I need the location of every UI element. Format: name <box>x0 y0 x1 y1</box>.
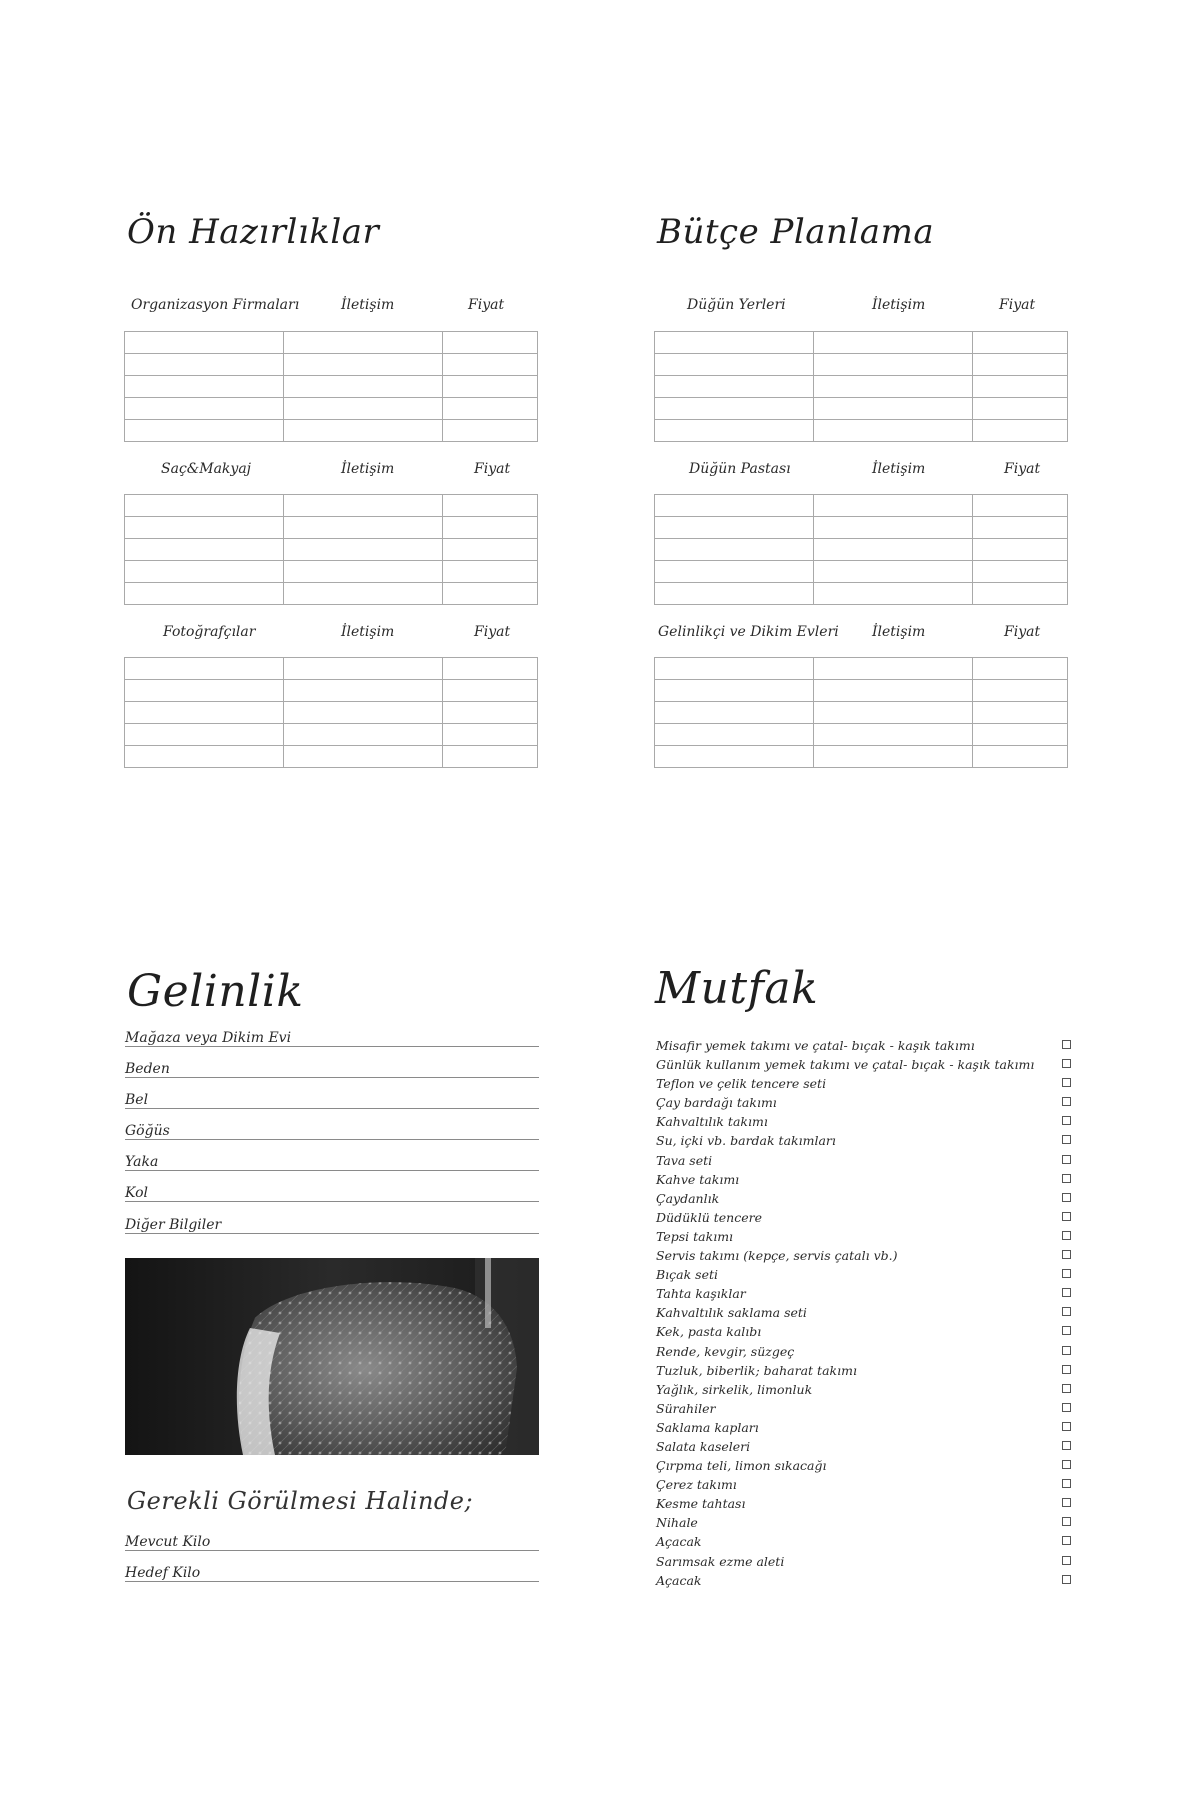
table-header-dugun-pastasi: Düğün Pastası <box>689 461 791 477</box>
table-cell[interactable] <box>125 376 284 398</box>
checklist-item-label: Çerez takımı <box>656 1477 737 1493</box>
table-cell[interactable] <box>655 680 814 702</box>
table-header-organizasyon: Organizasyon Firmaları <box>131 297 300 313</box>
table-cell[interactable] <box>973 583 1068 605</box>
table-cell[interactable] <box>284 680 443 702</box>
checklist-item-label: Açacak <box>656 1572 702 1588</box>
table-row <box>655 517 1068 539</box>
table-row <box>655 495 1068 517</box>
table-cell[interactable] <box>655 539 814 561</box>
table-cell[interactable] <box>284 724 443 746</box>
table-cell[interactable] <box>125 724 284 746</box>
table-row <box>125 658 538 680</box>
table-header-gelinlikci: Gelinlikçi ve Dikim Evleri <box>658 624 839 640</box>
table-row <box>125 354 538 376</box>
checkbox[interactable] <box>1062 1059 1071 1068</box>
field-gogus[interactable] <box>125 1113 539 1140</box>
checklist-item-label: Sarımsak ezme aleti <box>656 1553 785 1569</box>
table-header-fiyat: Fiyat <box>1004 461 1041 477</box>
table-cell[interactable] <box>814 517 973 539</box>
table-cell[interactable] <box>655 583 814 605</box>
table-cell[interactable] <box>973 376 1068 398</box>
table-cell[interactable] <box>125 517 284 539</box>
field-label: Göğüs <box>125 1123 170 1139</box>
field-label: Kol <box>125 1185 148 1201</box>
table-row <box>125 724 538 746</box>
vendor-table-dugun-pastasi[interactable] <box>654 494 1068 605</box>
checkbox[interactable] <box>1062 1498 1071 1507</box>
table-cell[interactable] <box>655 332 814 354</box>
table-row <box>125 517 538 539</box>
checklist-item <box>656 1303 1071 1322</box>
table-row <box>655 398 1068 420</box>
table-cell[interactable] <box>443 702 538 724</box>
table-row <box>125 702 538 724</box>
field-label: Beden <box>125 1061 170 1077</box>
table-cell[interactable] <box>125 420 284 442</box>
subtitle-gerekli: Gerekli Görülmesi Halinde; <box>127 1487 474 1515</box>
table-cell[interactable] <box>973 539 1068 561</box>
table-cell[interactable] <box>443 332 538 354</box>
checklist-item-label: Çay bardağı takımı <box>656 1095 777 1111</box>
table-cell[interactable] <box>125 398 284 420</box>
checkbox[interactable] <box>1062 1326 1071 1335</box>
field-label: Bel <box>125 1092 149 1108</box>
checklist-item-label: Tuzluk, biberlik; baharat takımı <box>656 1362 857 1378</box>
kitchen-checklist <box>656 1036 1071 1590</box>
vendor-table-dugun-yerleri[interactable] <box>654 331 1068 442</box>
table-row <box>655 680 1068 702</box>
table-cell[interactable] <box>814 680 973 702</box>
table-header-fiyat: Fiyat <box>474 624 511 640</box>
table-cell[interactable] <box>814 354 973 376</box>
checkbox[interactable] <box>1062 1135 1071 1144</box>
checklist-item <box>656 1074 1071 1093</box>
checkbox[interactable] <box>1062 1517 1071 1526</box>
table-cell[interactable] <box>655 376 814 398</box>
checklist-item <box>656 1189 1071 1208</box>
table-cell[interactable] <box>973 354 1068 376</box>
table-header-fiyat: Fiyat <box>999 297 1036 313</box>
checkbox[interactable] <box>1062 1040 1071 1049</box>
table-cell[interactable] <box>284 354 443 376</box>
checklist-item-label: Tahta kaşıklar <box>656 1286 746 1302</box>
table-header-fiyat: Fiyat <box>468 297 505 313</box>
checklist-item-label: Düdüklü tencere <box>656 1209 762 1225</box>
table-cell[interactable] <box>814 658 973 680</box>
table-row <box>125 746 538 768</box>
checklist-item-label: Sürahiler <box>656 1400 716 1416</box>
table-row <box>125 420 538 442</box>
checklist-item-label: Tava seti <box>656 1152 713 1168</box>
field-label: Diğer Bilgiler <box>125 1217 222 1233</box>
table-cell[interactable] <box>973 517 1068 539</box>
table-cell[interactable] <box>814 724 973 746</box>
checklist-item-label: Bıçak seti <box>656 1267 719 1283</box>
checklist-item-label: Açacak <box>656 1534 702 1550</box>
checkbox[interactable] <box>1062 1212 1071 1221</box>
table-row <box>655 539 1068 561</box>
table-cell[interactable] <box>443 583 538 605</box>
table-cell[interactable] <box>125 746 284 768</box>
field-label: Mevcut Kilo <box>125 1534 211 1550</box>
checklist-item <box>656 1112 1071 1131</box>
table-cell[interactable] <box>655 420 814 442</box>
table-cell[interactable] <box>284 658 443 680</box>
checklist-item-label: Çırpma teli, limon sıkacağı <box>656 1458 827 1474</box>
table-cell[interactable] <box>973 495 1068 517</box>
table-cell[interactable] <box>655 354 814 376</box>
table-cell[interactable] <box>814 746 973 768</box>
table-cell[interactable] <box>814 420 973 442</box>
checklist-item <box>656 1552 1071 1571</box>
section-title-butce-planlama: Bütçe Planlama <box>657 212 935 252</box>
section-title-on-hazirliklar: Ön Hazırlıklar <box>127 212 380 252</box>
checkbox[interactable] <box>1062 1422 1071 1431</box>
table-cell[interactable] <box>443 658 538 680</box>
checkbox[interactable] <box>1062 1479 1071 1488</box>
table-cell[interactable] <box>814 583 973 605</box>
field-magaza[interactable] <box>125 1020 539 1047</box>
table-row <box>125 539 538 561</box>
table-cell[interactable] <box>125 583 284 605</box>
table-row <box>655 658 1068 680</box>
table-cell[interactable] <box>125 680 284 702</box>
table-cell[interactable] <box>443 398 538 420</box>
table-cell[interactable] <box>125 332 284 354</box>
field-bel[interactable] <box>125 1082 539 1109</box>
table-cell[interactable] <box>655 702 814 724</box>
checklist-item-label: Teflon ve çelik tencere seti <box>656 1076 827 1092</box>
checklist-item <box>656 1055 1071 1074</box>
checklist-item <box>656 1170 1071 1189</box>
table-row <box>655 746 1068 768</box>
table-cell[interactable] <box>284 539 443 561</box>
checklist-item <box>656 1284 1071 1303</box>
table-cell[interactable] <box>125 354 284 376</box>
table-cell[interactable] <box>125 539 284 561</box>
vendor-table-sac-makyaj[interactable] <box>124 494 538 605</box>
section-title-gelinlik: Gelinlik <box>127 966 304 1017</box>
checklist-item <box>656 1208 1071 1227</box>
field-label: Yaka <box>125 1154 159 1170</box>
checkbox[interactable] <box>1062 1097 1071 1106</box>
checkbox[interactable] <box>1062 1116 1071 1125</box>
checklist-item-label: Su, içki vb. bardak takımları <box>656 1133 836 1149</box>
table-row <box>655 724 1068 746</box>
table-cell[interactable] <box>973 420 1068 442</box>
table-cell[interactable] <box>125 702 284 724</box>
checklist-item-label: Saklama kapları <box>656 1419 759 1435</box>
checklist-item-label: Yağlık, sirkelik, limonluk <box>656 1381 813 1397</box>
table-row <box>655 420 1068 442</box>
table-row <box>655 376 1068 398</box>
table-cell[interactable] <box>284 561 443 583</box>
table-cell[interactable] <box>973 332 1068 354</box>
table-header-fiyat: Fiyat <box>474 461 511 477</box>
table-header-iletisim: İletişim <box>872 297 926 313</box>
checklist-item-label: Günlük kullanım yemek takımı ve çatal- bıçak - kaşık takımı <box>656 1057 1035 1073</box>
table-row <box>125 376 538 398</box>
checklist-item-label: Salata kaseleri <box>656 1438 751 1454</box>
checkbox[interactable] <box>1062 1536 1071 1545</box>
checklist-item <box>656 1418 1071 1437</box>
table-cell[interactable] <box>443 680 538 702</box>
checklist-item-label: Tepsi takımı <box>656 1228 734 1244</box>
table-cell[interactable] <box>284 746 443 768</box>
checklist-item <box>656 1456 1071 1475</box>
table-row <box>655 354 1068 376</box>
table-cell[interactable] <box>443 724 538 746</box>
table-cell[interactable] <box>655 658 814 680</box>
checklist-item <box>656 1513 1071 1532</box>
checkbox[interactable] <box>1062 1384 1071 1393</box>
table-header-iletisim: İletişim <box>341 624 395 640</box>
checkbox[interactable] <box>1062 1441 1071 1450</box>
table-cell[interactable] <box>284 398 443 420</box>
table-cell[interactable] <box>655 517 814 539</box>
table-row <box>655 583 1068 605</box>
checklist-item <box>656 1571 1071 1590</box>
table-header-iletisim: İletişim <box>341 461 395 477</box>
table-row <box>655 332 1068 354</box>
table-cell[interactable] <box>973 398 1068 420</box>
checkbox[interactable] <box>1062 1346 1071 1355</box>
checklist-item <box>656 1475 1071 1494</box>
checklist-item <box>656 1227 1071 1246</box>
checklist-item <box>656 1322 1071 1341</box>
field-hedef-kilo[interactable] <box>125 1555 539 1582</box>
table-cell[interactable] <box>284 517 443 539</box>
table-row <box>125 561 538 583</box>
table-row <box>655 561 1068 583</box>
checklist-item-label: Kahvaltılık saklama seti <box>656 1305 807 1321</box>
table-cell[interactable] <box>973 702 1068 724</box>
table-cell[interactable] <box>443 746 538 768</box>
vendor-table-fotografcilar[interactable] <box>124 657 538 768</box>
checklist-item <box>656 1246 1071 1265</box>
table-header-fiyat: Fiyat <box>1004 624 1041 640</box>
checkbox[interactable] <box>1062 1269 1071 1278</box>
checkbox[interactable] <box>1062 1575 1071 1584</box>
table-row <box>125 680 538 702</box>
table-header-fotografcilar: Fotoğrafçılar <box>163 624 256 640</box>
table-cell[interactable] <box>814 376 973 398</box>
table-cell[interactable] <box>284 420 443 442</box>
checkbox[interactable] <box>1062 1365 1071 1374</box>
table-cell[interactable] <box>284 332 443 354</box>
vendor-table-gelinlikci[interactable] <box>654 657 1068 768</box>
table-cell[interactable] <box>443 420 538 442</box>
table-cell[interactable] <box>814 539 973 561</box>
table-cell[interactable] <box>814 495 973 517</box>
checkbox[interactable] <box>1062 1231 1071 1240</box>
wedding-dress-photo <box>125 1258 539 1455</box>
field-beden[interactable] <box>125 1051 539 1078</box>
checkbox[interactable] <box>1062 1556 1071 1565</box>
checklist-item <box>656 1494 1071 1513</box>
table-cell[interactable] <box>973 658 1068 680</box>
table-cell[interactable] <box>973 746 1068 768</box>
checkbox[interactable] <box>1062 1460 1071 1469</box>
table-cell[interactable] <box>973 561 1068 583</box>
checkbox[interactable] <box>1062 1078 1071 1087</box>
checklist-item-label: Servis takımı (kepçe, servis çatalı vb.) <box>656 1248 898 1264</box>
table-cell[interactable] <box>655 495 814 517</box>
table-cell[interactable] <box>125 495 284 517</box>
table-row <box>125 495 538 517</box>
table-cell[interactable] <box>284 702 443 724</box>
checklist-item-label: Çaydanlık <box>656 1190 720 1206</box>
checklist-item <box>656 1265 1071 1284</box>
table-header-dugun-yerleri: Düğün Yerleri <box>687 297 786 313</box>
checklist-item-label: Rende, kevgir, süzgeç <box>656 1343 795 1359</box>
checklist-item <box>656 1532 1071 1551</box>
table-cell[interactable] <box>655 561 814 583</box>
checkbox[interactable] <box>1062 1403 1071 1412</box>
checklist-item-label: Kek, pasta kalıbı <box>656 1324 762 1340</box>
table-cell[interactable] <box>655 398 814 420</box>
field-label: Mağaza veya Dikim Evi <box>125 1030 292 1046</box>
checklist-item <box>656 1399 1071 1418</box>
table-cell[interactable] <box>814 398 973 420</box>
table-header-iletisim: İletişim <box>872 624 926 640</box>
checklist-item <box>656 1093 1071 1112</box>
table-cell[interactable] <box>125 561 284 583</box>
field-diger-bilgiler[interactable] <box>125 1207 539 1234</box>
checkbox[interactable] <box>1062 1250 1071 1259</box>
checkbox[interactable] <box>1062 1307 1071 1316</box>
vendor-table-organizasyon[interactable] <box>124 331 538 442</box>
checklist-item-label: Kahve takımı <box>656 1171 740 1187</box>
checklist-item-label: Misafir yemek takımı ve çatal- bıçak - kaşık takımı <box>656 1038 975 1053</box>
checklist-item-label: Kesme tahtası <box>656 1496 746 1512</box>
field-mevcut-kilo[interactable] <box>125 1524 539 1551</box>
checklist-item <box>656 1131 1071 1150</box>
table-cell[interactable] <box>655 746 814 768</box>
table-cell[interactable] <box>973 724 1068 746</box>
table-cell[interactable] <box>814 702 973 724</box>
table-cell[interactable] <box>655 724 814 746</box>
table-cell[interactable] <box>284 376 443 398</box>
checklist-item <box>656 1036 1071 1055</box>
table-row <box>655 702 1068 724</box>
checklist-item <box>656 1361 1071 1380</box>
checkbox[interactable] <box>1062 1288 1071 1297</box>
table-cell[interactable] <box>443 376 538 398</box>
table-row <box>125 398 538 420</box>
checklist-item <box>656 1437 1071 1456</box>
table-cell[interactable] <box>284 495 443 517</box>
table-header-iletisim: İletişim <box>341 297 395 313</box>
table-cell[interactable] <box>443 495 538 517</box>
section-title-mutfak: Mutfak <box>655 963 819 1014</box>
table-cell[interactable] <box>125 658 284 680</box>
checklist-item-label: Kahvaltılık takımı <box>656 1114 768 1130</box>
checklist-item <box>656 1342 1071 1361</box>
table-cell[interactable] <box>284 583 443 605</box>
field-kol[interactable] <box>125 1175 539 1202</box>
table-cell[interactable] <box>443 517 538 539</box>
table-cell[interactable] <box>443 539 538 561</box>
table-header-sac-makyaj: Saç&Makyaj <box>161 461 252 477</box>
checklist-item <box>656 1380 1071 1399</box>
checklist-item <box>656 1151 1071 1170</box>
field-yaka[interactable] <box>125 1144 539 1171</box>
checkbox[interactable] <box>1062 1193 1071 1202</box>
checklist-item-label: Nihale <box>656 1515 698 1531</box>
table-row <box>125 332 538 354</box>
table-cell[interactable] <box>814 332 973 354</box>
checkbox[interactable] <box>1062 1155 1071 1164</box>
table-cell[interactable] <box>443 354 538 376</box>
table-cell[interactable] <box>814 561 973 583</box>
table-cell[interactable] <box>973 680 1068 702</box>
table-header-iletisim: İletişim <box>872 461 926 477</box>
checkbox[interactable] <box>1062 1174 1071 1183</box>
field-label: Hedef Kilo <box>125 1565 201 1581</box>
table-cell[interactable] <box>443 561 538 583</box>
table-row <box>125 583 538 605</box>
